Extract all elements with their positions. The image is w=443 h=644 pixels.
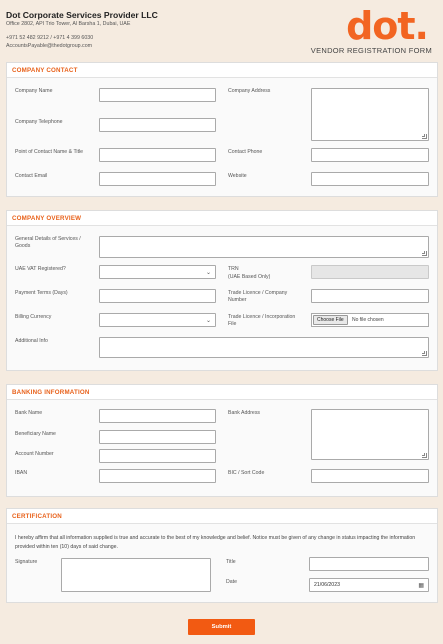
contact-phone-label: Contact Phone: [228, 149, 263, 155]
additional-info-textarea[interactable]: [99, 337, 429, 358]
contact-email-input[interactable]: [99, 172, 216, 186]
website-label: Website: [228, 173, 247, 179]
company-address-label: Company Address: [228, 88, 271, 94]
choose-file-button[interactable]: Choose File: [313, 315, 348, 325]
form-title: VENDOR REGISTRATION FORM: [310, 46, 432, 55]
company-address-textarea[interactable]: [311, 88, 429, 141]
trade-licence-file-label: Trade Licence / Incorporation File: [228, 314, 296, 327]
account-number-input[interactable]: [99, 449, 216, 463]
payment-terms-label: Payment Terms (Days): [15, 290, 68, 296]
company-address-text: Office 2802, API Trio Tower, Al Barsha 1, Dubai, UAE: [6, 21, 131, 27]
general-details-label: General Details of Services / Goods: [15, 236, 81, 249]
additional-info-label: Additional Info: [15, 338, 48, 344]
signature-pad[interactable]: [61, 558, 211, 592]
company-name-input[interactable]: [99, 88, 216, 102]
contact-phone-input[interactable]: [311, 148, 429, 162]
contact-email-label: Contact Email: [15, 173, 48, 179]
calendar-icon[interactable]: ▦: [418, 583, 424, 589]
bank-address-label: Bank Address: [228, 410, 261, 416]
trade-licence-number-label: Trade Licence / Company Number: [228, 290, 288, 303]
company-contact-section: [6, 62, 438, 197]
resize-handle-icon[interactable]: [422, 251, 427, 256]
dot-logo: dot.: [346, 4, 428, 48]
section-heading: COMPANY OVERVIEW: [7, 211, 437, 226]
company-telephone-label: Company Telephone: [15, 119, 63, 125]
resize-handle-icon[interactable]: [422, 134, 427, 139]
trade-licence-file-input[interactable]: [311, 313, 429, 327]
date-label: Date: [226, 579, 237, 585]
certification-section: [6, 508, 438, 603]
website-input[interactable]: [311, 172, 429, 186]
chevron-down-icon: ⌄: [205, 318, 211, 324]
company-name-heading: Dot Corporate Services Provider LLC: [6, 10, 158, 20]
point-of-contact-input[interactable]: [99, 148, 216, 162]
bic-input[interactable]: [311, 469, 429, 483]
submit-button[interactable]: Submit: [188, 619, 255, 635]
billing-currency-select[interactable]: [99, 313, 216, 327]
trn-note: (UAE Based Only): [228, 274, 271, 280]
trade-licence-number-input[interactable]: [311, 289, 429, 303]
beneficiary-name-input[interactable]: [99, 430, 216, 444]
payment-terms-input[interactable]: [99, 289, 216, 303]
iban-input[interactable]: [99, 469, 216, 483]
company-overview-section: [6, 210, 438, 371]
vat-registered-select[interactable]: [99, 265, 216, 279]
trn-label: TRN: [228, 266, 239, 272]
section-heading: CERTIFICATION: [7, 509, 437, 524]
resize-handle-icon[interactable]: [422, 453, 427, 458]
beneficiary-name-label: Beneficiary Name: [15, 431, 56, 437]
banking-information-section: [6, 384, 438, 497]
company-email-text: AccountsPayable@thedotgroup.com: [6, 43, 93, 49]
resize-handle-icon[interactable]: [422, 351, 427, 356]
no-file-text: No file chosen: [352, 317, 384, 323]
section-heading: BANKING INFORMATION: [7, 385, 437, 400]
point-of-contact-label: Point of Contact Name & Title: [15, 149, 84, 155]
chevron-down-icon: ⌄: [205, 270, 211, 276]
certification-statement: I hereby affirm that all information supplied is true and accurate to the best of my knowledge and belief. Notice must be given of any change in status impacting the information provided within ten (10) days of said change.: [15, 535, 416, 550]
section-heading: COMPANY CONTACT: [7, 63, 437, 78]
date-input[interactable]: [309, 578, 429, 592]
billing-currency-label: Billing Currency: [15, 314, 52, 320]
trn-input[interactable]: [311, 265, 429, 279]
title-input[interactable]: [309, 557, 429, 571]
bic-label: BIC / Sort Code: [228, 470, 265, 476]
company-telephone-input[interactable]: [99, 118, 216, 132]
vat-registered-label: UAE VAT Registered?: [15, 266, 66, 272]
iban-label: IBAN: [15, 470, 28, 476]
bank-name-label: Bank Name: [15, 410, 43, 416]
signature-label: Signature: [15, 559, 38, 565]
page-header: [6, 4, 438, 60]
title-label: Title: [226, 559, 236, 565]
company-name-label: Company Name: [15, 88, 53, 94]
company-phone-text: +971 52 482 9212 / +971 4 399 6030: [6, 35, 94, 41]
date-value: 21/06/2023: [314, 582, 340, 588]
bank-name-input[interactable]: [99, 409, 216, 423]
bank-address-textarea[interactable]: [311, 409, 429, 460]
account-number-label: Account Number: [15, 451, 54, 457]
general-details-textarea[interactable]: [99, 236, 429, 258]
